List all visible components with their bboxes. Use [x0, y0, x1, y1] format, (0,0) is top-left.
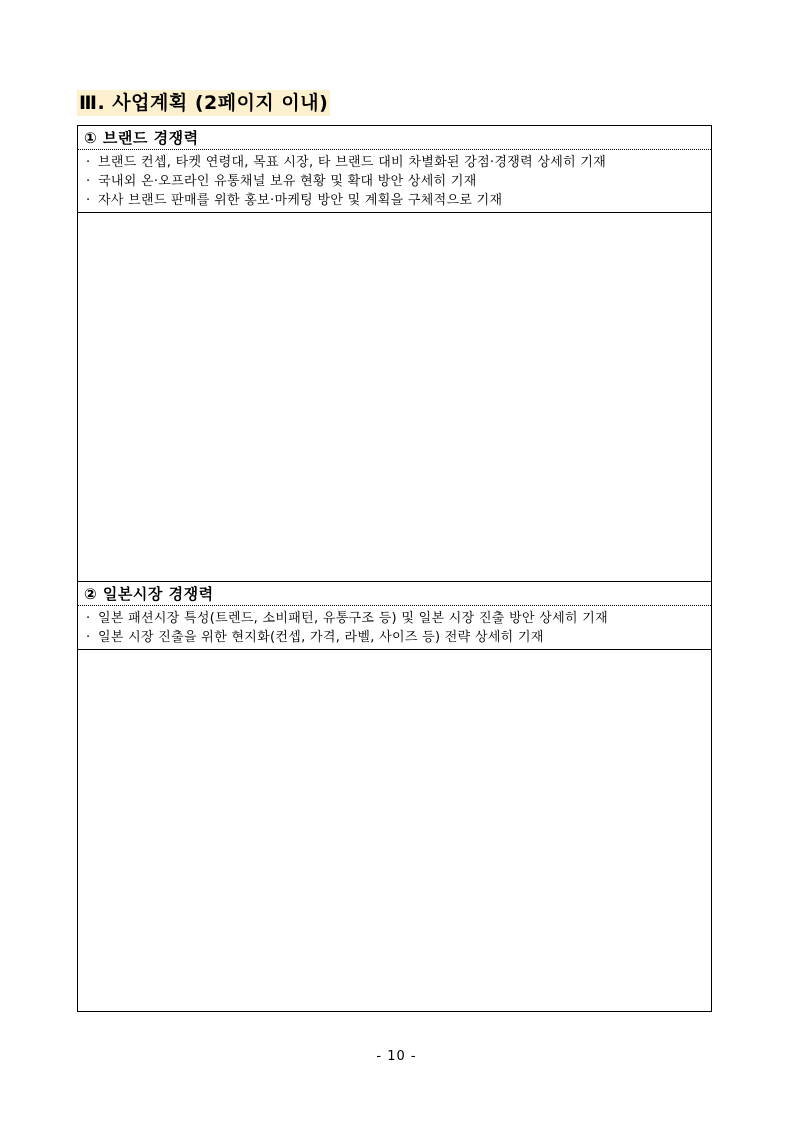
bullet-mark: · [86, 630, 91, 645]
guide-list [78, 606, 711, 650]
guide-list [78, 150, 711, 213]
guide-item [86, 628, 711, 647]
guide-text: 일본 패션시장 특성(트렌드, 소비패턴, 유통구조 등) 및 일본 시장 진출 방안 상세히 기재 [98, 611, 608, 626]
guide-text: 국내외 온·오프라인 유통채널 보유 현황 및 확대 방안 상세히 기재 [98, 174, 477, 189]
page-heading [77, 88, 330, 118]
section-title: ① 브랜드 경쟁력 [78, 126, 711, 150]
section-japan-market-competitiveness [77, 581, 712, 1012]
guide-item [86, 191, 711, 210]
writing-area-brand[interactable] [78, 213, 711, 578]
guide-item [86, 609, 711, 628]
guide-item [86, 153, 711, 172]
bullet-mark: · [86, 611, 91, 626]
section-brand-competitiveness [77, 125, 712, 582]
guide-text: 일본 시장 진출을 위한 현지화(컨셉, 가격, 라벨, 사이즈 등) 전략 상세히 기재 [98, 630, 544, 645]
bullet-mark: · [86, 174, 91, 189]
writing-area-japan[interactable] [78, 650, 711, 1012]
guide-text: 자사 브랜드 판매를 위한 홍보·마케팅 방안 및 계획을 구체적으로 기재 [98, 193, 503, 208]
bullet-mark: · [86, 193, 91, 208]
guide-text: 브랜드 컨셉, 타켓 연령대, 목표 시장, 타 브랜드 대비 차별화된 강점·경쟁력 상세히 기재 [98, 155, 607, 170]
guide-item [86, 172, 711, 191]
page-number: - 10 - [376, 1049, 417, 1064]
section-title: ② 일본시장 경쟁력 [78, 582, 711, 606]
page-heading-text: Ⅲ. 사업계획 (2페이지 이내) [79, 92, 329, 114]
bullet-mark: · [86, 155, 91, 170]
